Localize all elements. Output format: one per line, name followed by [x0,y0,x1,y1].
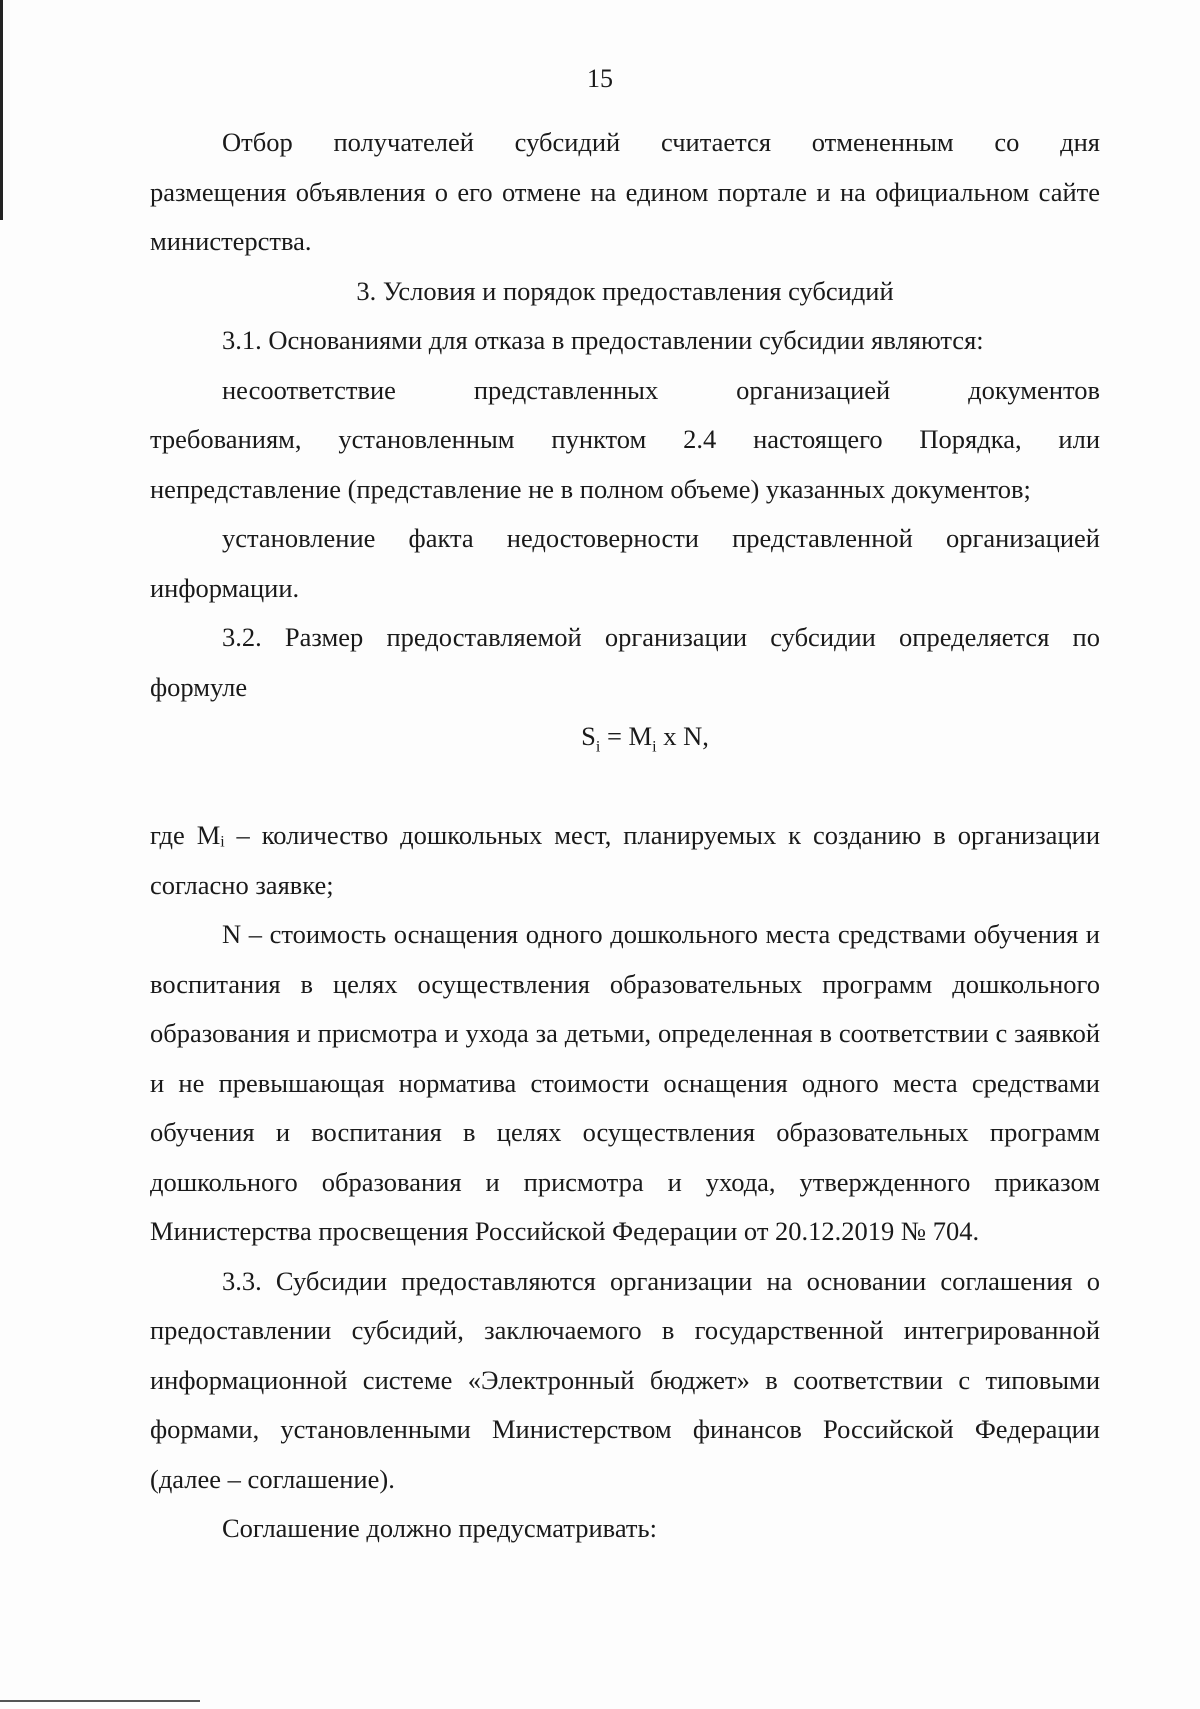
scan-bottom-mark [0,1700,200,1702]
paragraph-n-definition: N – стоимость оснащения одного дошкольного места средствами обучения и воспитания в целях осуществления образовательных программ дошкольного образования и присмотра и ухода за детьми, определенная в соответствии с заявкой и не превышающая норматива стоимости оснащения одного места средствами обучения и воспитания в целях осуществления образовательных программ дошкольного образования и присмотра и ухода, утвержденного приказом Министерства просвещения Российской Федерации от 20.12.2019 № 704. [150,919,1100,1246]
paragraph-selection-cancel-line1: Отбор получателей субсидий считается отмененным со дня [222,127,1100,157]
paragraph-selection-cancel-rest: размещения объявления о его отмене на едином портале и на официальном сайте министерства. [150,176,1100,256]
scan-edge-mark [0,0,3,220]
paragraph-agreement-provisions: Соглашение должно предусматривать: [222,1513,657,1543]
paragraph-3-2: 3.2. Размер предоставляемой организации субсидии определяется по формуле [150,622,1100,702]
formula-s: S [581,721,596,751]
page-number: 15 [587,64,613,93]
formula-m-subscript: i [652,738,657,756]
paragraph-refusal-ground-2: установление факта недостоверности представленной организацией информации. [150,523,1100,603]
formula-rest: x N, [656,721,709,751]
subsidy-formula [150,712,1100,811]
formula-s-subscript: i [595,738,601,756]
paragraph-refusal-ground-1-rest: требованиям, установленным пунктом 2.4 настоящего Порядка, или непредставление (представление не в полном объеме) указанных документов; [150,424,1100,504]
formula-eq-m: = M [600,721,653,751]
paragraph-3-1: 3.1. Основаниями для отказа в предоставлении субсидии являются: [222,325,984,355]
paragraph-3-3: 3.3. Субсидии предоставляются организации на основании соглашения о предоставлении субсидий, заключаемого в государственной интегрированной информационной системе «Электронный бюджет» в соответствии с типовыми формами, установленными Министерством финансов Российской Федерации (далее – соглашение). [150,1265,1100,1494]
paragraph-where-m: где Mᵢ – количество дошкольных мест, планируемых к созданию в организации согласно заявке; [150,820,1100,900]
section-heading: 3. Условия и порядок предоставления субсидий [356,275,894,306]
paragraph-refusal-ground-1-line1: несоответствие представленных организацией документов [222,374,1100,405]
document-body [150,118,1100,1554]
